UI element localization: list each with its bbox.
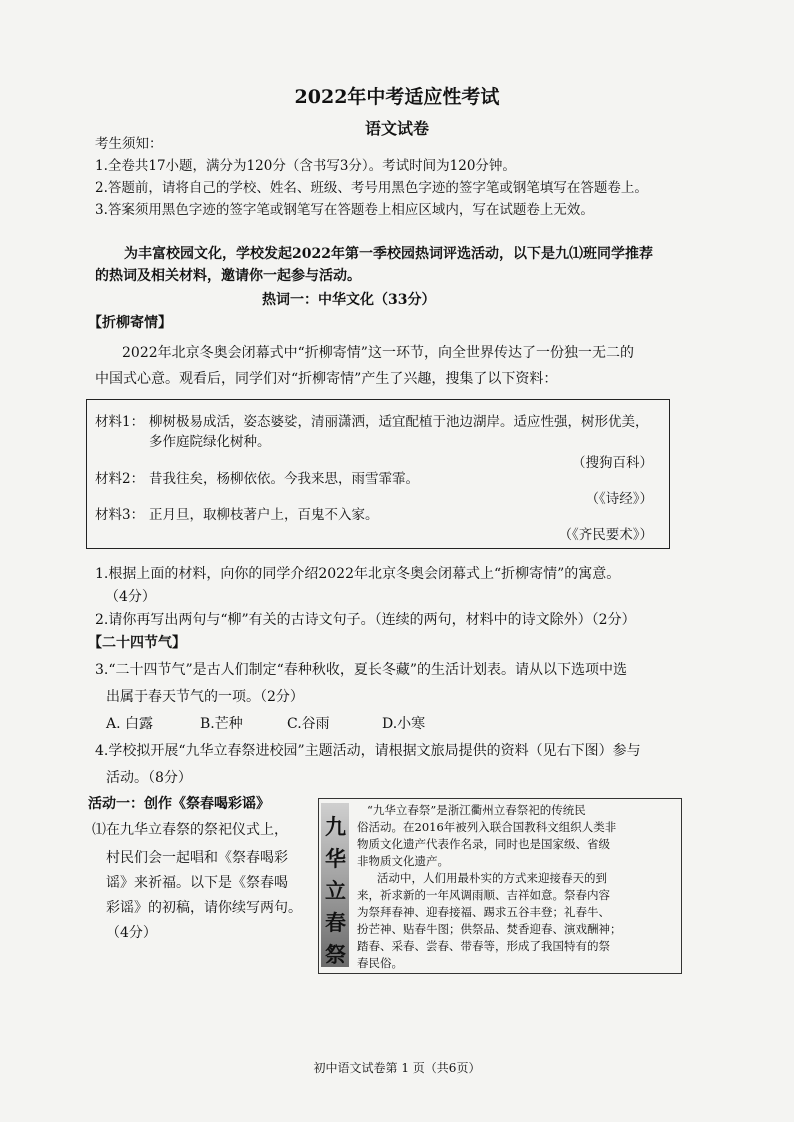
material-1-line-1: 柳树极易成活，姿态婆娑，清丽潇洒，适宜配植于池边湖岸。适应性强，树形优美， <box>149 414 649 430</box>
notice-item-2: 2.答题前，请将自己的学校、姓名、班级、考号用黑色字迹的签字笔或钢笔填写在答题卷上。 <box>95 180 648 196</box>
lichun-info-box <box>318 798 682 974</box>
question-2: 2.请你再写出两句与“柳”有关的古诗文句子。（连续的两句，材料中的诗文除外）（2分） <box>95 612 636 628</box>
info-line: 来，祈求新的一年风调雨顺、吉祥如意。祭春内容 <box>357 888 610 902</box>
notice-heading: 考生须知： <box>95 136 163 152</box>
section-heading-solar-terms: 【二十四节气】 <box>88 635 186 651</box>
activity-1-line-1: ⑴在九华立春祭的祭祀仪式上， <box>92 822 288 838</box>
activity-1-line-2: 村民们会一起唱和《祭春喝彩 <box>106 850 288 866</box>
question-4-line-1: 4.学校拟开展“九华立春祭进校园”主题活动，请根据文旅局提供的资料（见右下图）参与 <box>95 743 641 759</box>
info-line: 俗活动。在2016年被列入联合国教科文组织人类非 <box>357 820 617 834</box>
exam-subtitle: 语文试卷 <box>364 119 429 138</box>
hotword-1-heading: 热词一：中华文化（33分） <box>262 292 436 308</box>
notice-item-3: 3.答案须用黑色字迹的签字笔或钢笔写在答题卷上相应区域内，写在试题卷上无效。 <box>95 202 594 218</box>
option-d: D.小寒 <box>382 716 426 732</box>
vertical-char-5: 祭 <box>325 942 346 967</box>
question-3-line-1: 3.“二十四节气”是古人们制定“春种秋收，夏长冬藏”的生活计划表。请从以下选项中选 <box>95 662 627 678</box>
material-3-source: （《齐民要术》） <box>558 527 653 543</box>
material-3-label: 材料3： <box>95 507 145 523</box>
activity-1-line-3: 谣》来祈福。以下是《祭春喝 <box>106 875 288 891</box>
material-3-text: 正月旦，取柳枝著户上，百鬼不入家。 <box>149 507 379 523</box>
question-1-line-2: （4分） <box>105 589 156 605</box>
notice-item-1: 1.全卷共17小题，满分为120分（含书写3分）。考试时间为120分钟。 <box>95 158 516 174</box>
question-3-line-2: 出属于春天节气的一项。（2分） <box>106 689 304 705</box>
question-1-line-1: 1.根据上面的材料，向你的同学介绍2022年北京冬奥会闭幕式上“折柳寄情”的寓意。 <box>95 566 621 582</box>
material-2-label: 材料2： <box>95 471 145 487</box>
materials-box <box>86 399 670 549</box>
vertical-char-1: 九 <box>325 814 346 839</box>
vertical-char-3: 立 <box>325 878 346 903</box>
activity-1-line-5: （4分） <box>106 925 157 941</box>
info-line: 非物质文化遗产。 <box>357 854 449 868</box>
activity-1-heading: 活动一：创作《祭春喝彩谣》 <box>88 796 270 812</box>
info-line: 活动中，人们用最朴实的方式来迎接春天的到 <box>377 871 607 885</box>
info-line: 扮芒神、贴春牛图；供祭品、焚香迎春、演戏酬神； <box>357 922 622 936</box>
info-line: 踏春、采春、尝春、带春等，形成了我国特有的祭 <box>357 939 610 953</box>
info-line: 物质文化遗产代表作名录，同时也是国家级、省级 <box>357 837 610 851</box>
lichun-image <box>321 803 349 967</box>
info-line: 为祭拜春神、迎春接福、踢求五谷丰登；礼春牛、 <box>357 905 610 919</box>
info-line: “九华立春祭”是浙江衢州立春祭祀的传统民 <box>367 803 586 817</box>
material-1-line-2: 多作庭院绿化树种。 <box>149 434 271 450</box>
section1-para-line-1: 2022年北京冬奥会闭幕式中“折柳寄情”这一环节，向全世界传达了一份独一无二的 <box>122 345 634 361</box>
material-2-text: 昔我往矣，杨柳依依。今我来思，雨雪霏霏。 <box>149 471 419 487</box>
material-1-label: 材料1： <box>95 414 145 430</box>
section1-para-line-2: 中国式心意。观看后，同学们对“折柳寄情”产生了兴趣，搜集了以下资料： <box>95 371 558 387</box>
section-heading-zheliu: 【折柳寄情】 <box>88 315 172 331</box>
question-4-line-2: 活动。（8分） <box>106 770 192 786</box>
vertical-char-4: 春 <box>325 910 346 935</box>
option-a: A. 白露 <box>106 716 154 732</box>
intro-line-2: 的热词及相关材料，邀请你一起参与活动。 <box>95 268 361 284</box>
intro-line-1: 为丰富校园文化，学校发起2022年第一季校园热词评选活动，以下是九⑴班同学推荐 <box>124 246 653 262</box>
material-2-source: （《诗经》） <box>585 491 653 507</box>
vertical-char-2: 华 <box>325 846 346 871</box>
info-line: 春民俗。 <box>357 956 403 970</box>
option-b: B.芒种 <box>200 716 243 732</box>
exam-title: 2022年中考适应性考试 <box>294 86 500 108</box>
option-c: C.谷雨 <box>287 716 330 732</box>
page-footer: 初中语文试卷第 1 页（共6页） <box>313 1061 481 1075</box>
activity-1-line-4: 彩谣》的初稿，请你续写两句。 <box>106 900 302 916</box>
material-1-source: （搜狗百科） <box>572 455 653 471</box>
